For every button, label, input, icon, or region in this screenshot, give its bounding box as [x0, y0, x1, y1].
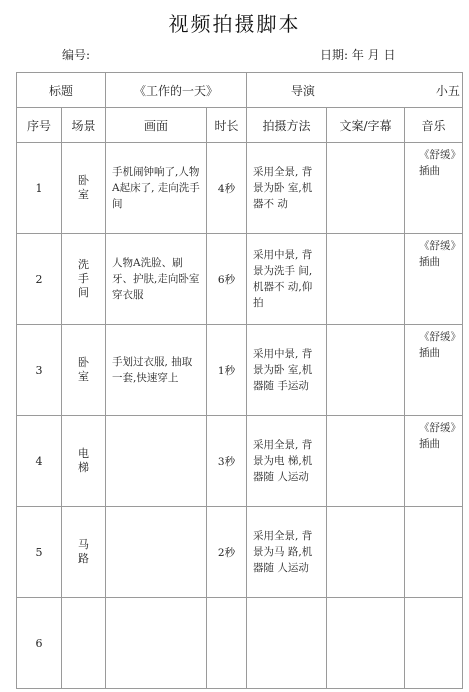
row-music: 《舒缓》插曲	[405, 234, 463, 325]
row-number: 3	[17, 325, 62, 416]
row-music: 《舒缓》插曲	[405, 325, 463, 416]
table-row	[17, 325, 463, 416]
row-method: 采用全景, 背景为卧 室,机器不 动	[247, 143, 327, 234]
row-picture: 手划过衣服, 抽取 一套,快速穿上	[106, 325, 207, 416]
row-picture: 手机闹钟响了,人物A起床了, 走向洗手间	[106, 143, 207, 234]
row-duration: 6秒	[207, 234, 247, 325]
row-picture	[106, 507, 207, 598]
row-scene: 马路	[62, 507, 106, 598]
row-music	[405, 507, 463, 598]
row-number: 2	[17, 234, 62, 325]
table-row	[17, 598, 463, 689]
header-picture: 画面	[106, 108, 207, 143]
row-caption	[327, 325, 405, 416]
header-row	[17, 108, 463, 143]
row-number: 1	[17, 143, 62, 234]
header-caption: 文案/字幕	[327, 108, 405, 143]
row-caption	[327, 143, 405, 234]
row-scene: 洗手间	[62, 234, 106, 325]
row-caption	[327, 416, 405, 507]
row-scene	[62, 598, 106, 689]
number-label: 编号:	[62, 48, 91, 62]
header-method: 拍摄方法	[247, 108, 327, 143]
table-row	[17, 416, 463, 507]
row-music: 《舒缓》插曲	[405, 143, 463, 234]
row-picture	[106, 598, 207, 689]
script-table	[16, 72, 463, 689]
date-label: 日期: 年 月 日	[320, 48, 396, 62]
row-scene: 卧室	[62, 143, 106, 234]
row-number: 5	[17, 507, 62, 598]
row-duration: 3秒	[207, 416, 247, 507]
header-duration: 时长	[207, 108, 247, 143]
table-row	[17, 143, 463, 234]
row-picture	[106, 416, 207, 507]
header-no: 序号	[17, 108, 62, 143]
header-scene: 场景	[62, 108, 106, 143]
row-duration: 4秒	[207, 143, 247, 234]
row-number: 4	[17, 416, 62, 507]
table-row	[17, 507, 463, 598]
table-row	[17, 234, 463, 325]
row-scene: 电梯	[62, 416, 106, 507]
row-picture: 人物A洗脸、刷牙、护肤,走向卧室穿衣服	[106, 234, 207, 325]
header-music: 音乐	[405, 108, 463, 143]
row-method: 采用中景, 背景为卧 室,机器随 手运动	[247, 325, 327, 416]
row-method: 采用全景, 背景为电 梯,机器随 人运动	[247, 416, 327, 507]
row-method	[247, 598, 327, 689]
row-music: 《舒缓》插曲	[405, 416, 463, 507]
row-scene: 卧室	[62, 325, 106, 416]
director-cell	[247, 73, 463, 108]
title-value: 《工作的一天》	[106, 73, 247, 108]
row-duration: 2秒	[207, 507, 247, 598]
row-duration: 1秒	[207, 325, 247, 416]
row-caption	[327, 598, 405, 689]
director-name: 小五	[435, 83, 460, 98]
row-caption	[327, 234, 405, 325]
director-label: 导演	[290, 83, 315, 98]
title-label: 标题	[17, 73, 106, 108]
row-method: 采用全景, 背景为马 路,机器随 人运动	[247, 507, 327, 598]
page-title: 视频拍摄脚本	[168, 12, 301, 36]
row-duration	[207, 598, 247, 689]
row-music	[405, 598, 463, 689]
row-method: 采用中景, 背景为洗手 间,机器不 动,仰拍	[247, 234, 327, 325]
title-row	[17, 73, 463, 108]
row-number: 6	[17, 598, 62, 689]
row-caption	[327, 507, 405, 598]
